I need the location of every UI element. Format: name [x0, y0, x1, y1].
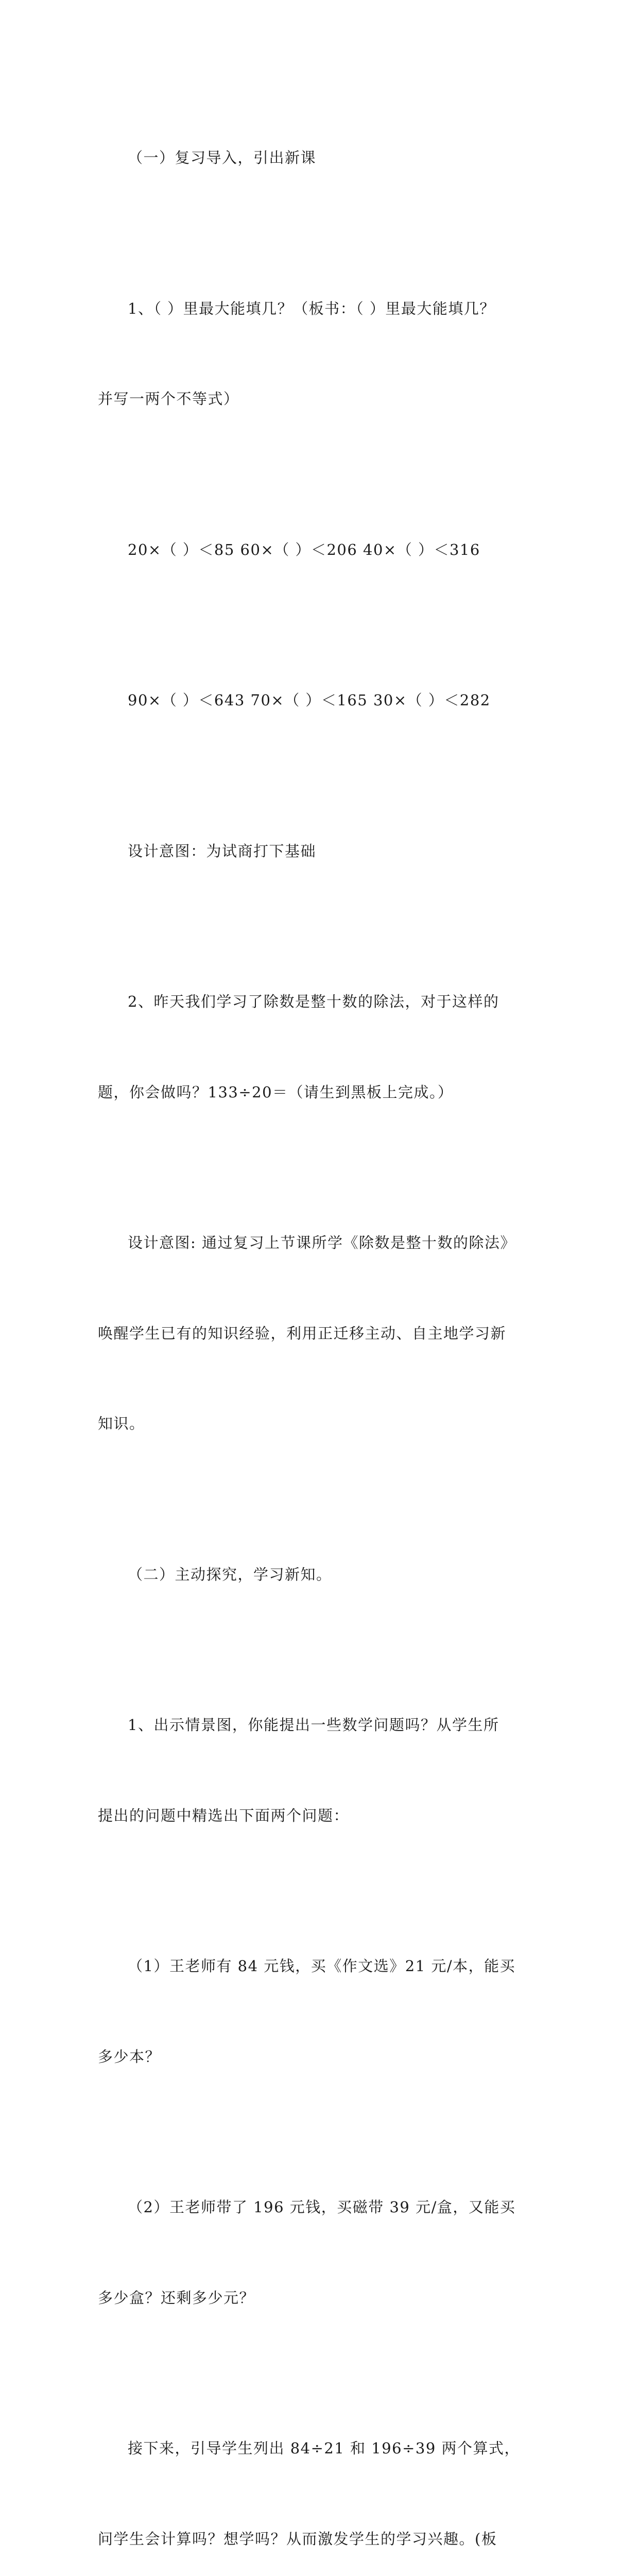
- text-line: 90×（ ）＜643 70×（ ）＜165 30×（ ）＜282: [128, 691, 491, 709]
- text-line: 唤醒学生已有的知识经验，利用正迁移主动、自主地学习新: [98, 1324, 507, 1342]
- text-line: 并写一两个不等式）: [98, 390, 239, 408]
- text-line: 20×（ ）＜85 60×（ ）＜206 40×（ ）＜316: [128, 540, 480, 558]
- text-line: （一）复习导入，引出新课: [128, 149, 317, 166]
- text-line: （2）王老师带了 196 元钱，买磁带 39 元/盒，又能买: [128, 2198, 516, 2216]
- section-heading-review: [98, 82, 546, 233]
- text-line: 问学生会计算吗？想学吗？从而激发学生的学习兴趣。(板: [98, 2530, 497, 2548]
- inequality-row-2: [98, 625, 546, 776]
- design-intent-2: [98, 1167, 546, 1499]
- text-line: 提出的问题中精选出下面两个问题：: [98, 1806, 350, 1824]
- paragraph-question-2: [98, 926, 546, 1167]
- text-line: 多少本？: [98, 2047, 161, 2065]
- text-line: 设计意图: 通过复习上节课所学《除数是整十数的除法》: [128, 1234, 516, 1251]
- paragraph-next-steps: [98, 2373, 546, 2576]
- text-line: 知识。: [98, 1415, 145, 1432]
- text-line: （1）王老师有 84 元钱，买《作文选》21 元/本，能买: [128, 1957, 516, 1975]
- text-line: 接下来，引导学生列出 84÷21 和 196÷39 两个算式，: [128, 2439, 521, 2457]
- document-body: [98, 82, 546, 2576]
- text-line: 设计意图：为试商打下基础: [128, 842, 317, 860]
- paragraph-question-1: [98, 233, 546, 474]
- text-line: 题，你会做吗？133÷20＝（请生到黑板上完成。）: [98, 1083, 454, 1101]
- text-line: 1、出示情景图，你能提出一些数学问题吗？从学生所: [128, 1716, 499, 1734]
- design-intent-1: [98, 776, 546, 927]
- text-line: 1、（ ）里最大能填几？（板书：（ ）里最大能填几？: [128, 299, 495, 317]
- text-line: 2、昨天我们学习了除数是整十数的除法，对于这样的: [128, 993, 499, 1010]
- inequality-row-1: [98, 474, 546, 625]
- problem-1: [98, 1891, 546, 2132]
- section-heading-explore: [98, 1499, 546, 1650]
- paragraph-scenario: [98, 1650, 546, 1891]
- text-line: （二）主动探究，学习新知。: [128, 1565, 332, 1583]
- text-line: 多少盒？还剩多少元？: [98, 2289, 255, 2307]
- problem-2: [98, 2132, 546, 2373]
